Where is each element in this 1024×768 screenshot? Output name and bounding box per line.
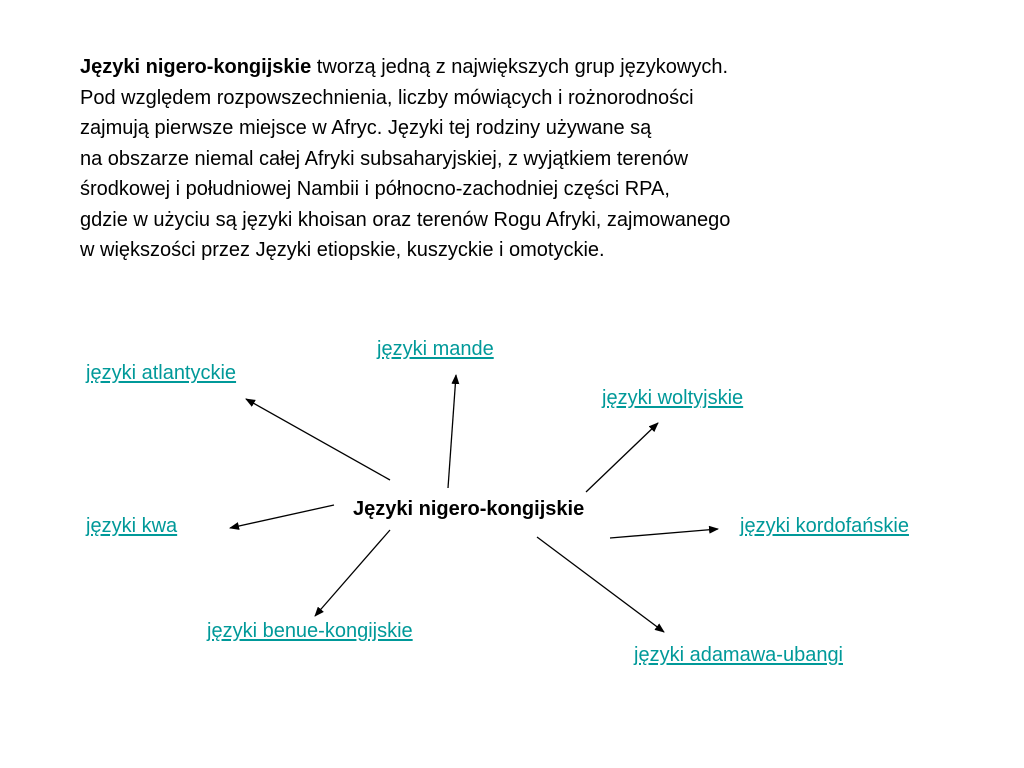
arrow-to-woltyjskie [586,423,658,492]
arrow-to-kwa [230,505,334,528]
link-jezyki-benue-kongijskie[interactable]: języki benue-kongijskie [207,620,413,642]
arrow-to-kordofanskie [610,529,718,538]
intro-line-2: Pod względem rozpowszechnienia, liczby mówiących i rożnorodności [80,86,694,109]
link-jezyki-kordofanskie[interactable]: języki kordofańskie [740,515,909,537]
arrow-to-atlantyckie [246,399,390,480]
intro-bold-term: Języki nigero-kongijskie [80,56,312,78]
intro-line-7: w większości przez Języki etiopskie, kuszyckie i omotyckie. [80,239,605,261]
intro-line-4: na obszarze niemal całej Afryki subsaharyjskiej, z wyjątkiem terenów [80,147,689,170]
intro-line-6: gdzie w użyciu są języki khoisan oraz terenów Rogu Afryki, zajmowanego [80,208,731,231]
intro-line-3: zajmują pierwsze miejsce w Afryc. Języki tej rodziny używane są [80,117,652,139]
link-jezyki-atlantyckie[interactable]: języki atlantyckie [86,362,237,384]
arrow-to-mande [448,375,456,488]
arrow-to-benue-kongijskie [315,530,390,616]
intro-line-5: środkowej i południowej Nambii i północno-zachodniej części RPA, [80,178,670,200]
arrow-to-adamawa-ubangi [537,537,664,632]
center-node-label: Języki nigero-kongijskie [353,498,585,520]
intro-line-1-text: tworzą jedną z największych grup językowych. [311,56,729,78]
link-jezyki-mande[interactable]: języki mande [377,338,494,360]
link-jezyki-adamawa-ubangi[interactable]: języki adamawa-ubangi [634,644,844,666]
link-jezyki-kwa[interactable]: języki kwa [86,515,178,537]
link-jezyki-woltyjskie[interactable]: języki woltyjskie [602,387,744,409]
